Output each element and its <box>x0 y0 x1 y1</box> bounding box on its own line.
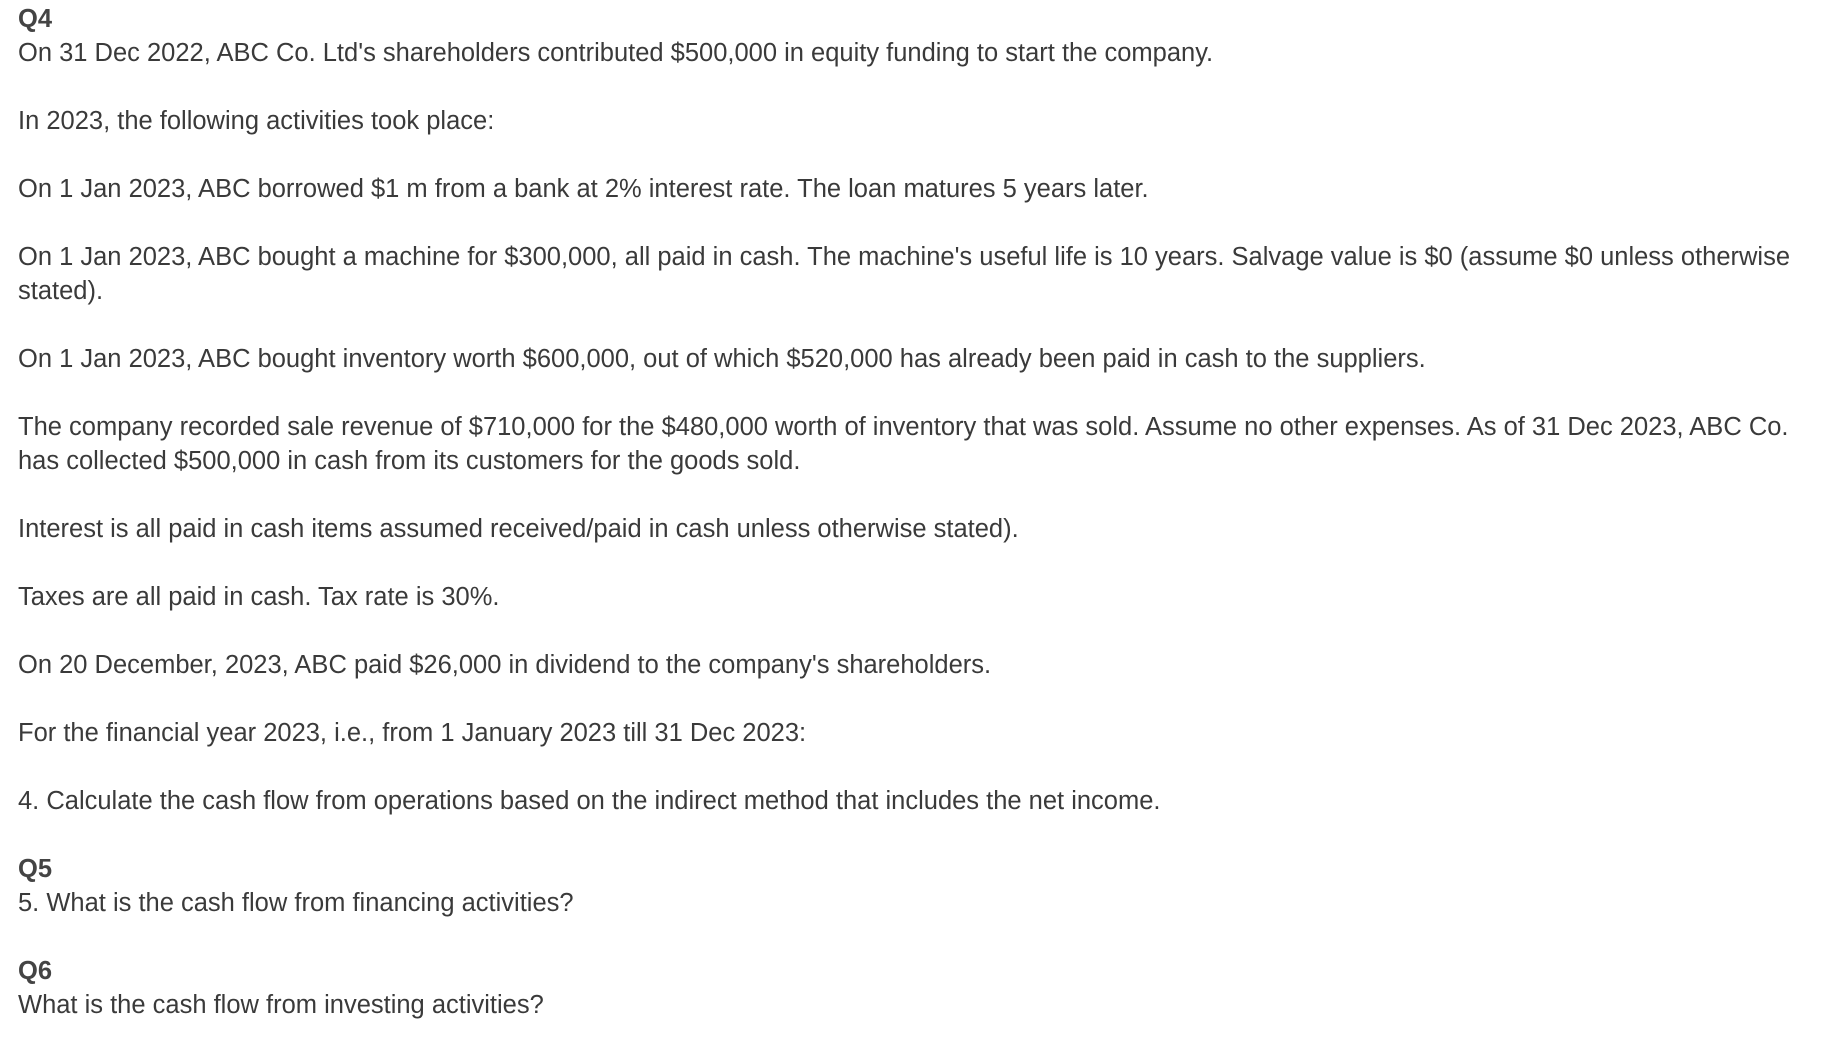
q5-question: 5. What is the cash flow from financing activities? <box>18 889 574 917</box>
q4-paragraph-loan: On 1 Jan 2023, ABC borrowed $1 m from a bank at 2% interest rate. The loan matures 5 years later. <box>18 175 1149 203</box>
q6-question: What is the cash flow from investing activities? <box>18 991 544 1019</box>
question-6-heading: Q6 <box>18 957 53 985</box>
q4-paragraph-dividend: On 20 December, 2023, ABC paid $26,000 in dividend to the company's shareholders. <box>18 651 992 679</box>
q4-paragraph-financial-year: For the financial year 2023, i.e., from 1 January 2023 till 31 Dec 2023: <box>18 719 807 747</box>
question-6-section <box>18 954 1818 1022</box>
q4-paragraph-taxes: Taxes are all paid in cash. Tax rate is 30%. <box>18 583 500 611</box>
document-body <box>18 0 1818 1056</box>
q4-paragraph-revenue: The company recorded sale revenue of $710,000 for the $480,000 worth of inventory that was sold. Assume no other expenses. As of 31 Dec 2023, ABC Co. has collected $500,000 in cash from its customers for the goods sold. <box>18 413 1789 475</box>
q4-paragraph-machine: On 1 Jan 2023, ABC bought a machine for $300,000, all paid in cash. The machine's useful life is 10 years. Salvage value is $0 (assume $0 unless otherwise stated). <box>18 243 1791 305</box>
question-4-heading: Q4 <box>18 5 53 33</box>
q4-paragraph-interest: Interest is all paid in cash items assumed received/paid in cash unless otherwise stated). <box>18 515 1019 543</box>
q4-paragraph-inventory: On 1 Jan 2023, ABC bought inventory worth $600,000, out of which $520,000 has already been paid in cash to the suppliers. <box>18 345 1426 373</box>
question-5-section <box>18 852 1818 920</box>
q4-paragraph-equity: On 31 Dec 2022, ABC Co. Ltd's shareholders contributed $500,000 in equity funding to start the company. <box>18 39 1214 67</box>
q4-question: 4. Calculate the cash flow from operations based on the indirect method that includes the net income. <box>18 787 1161 815</box>
q4-paragraph-activities-intro: In 2023, the following activities took place: <box>18 107 495 135</box>
question-4-section <box>18 0 1818 818</box>
question-5-heading: Q5 <box>18 855 53 883</box>
